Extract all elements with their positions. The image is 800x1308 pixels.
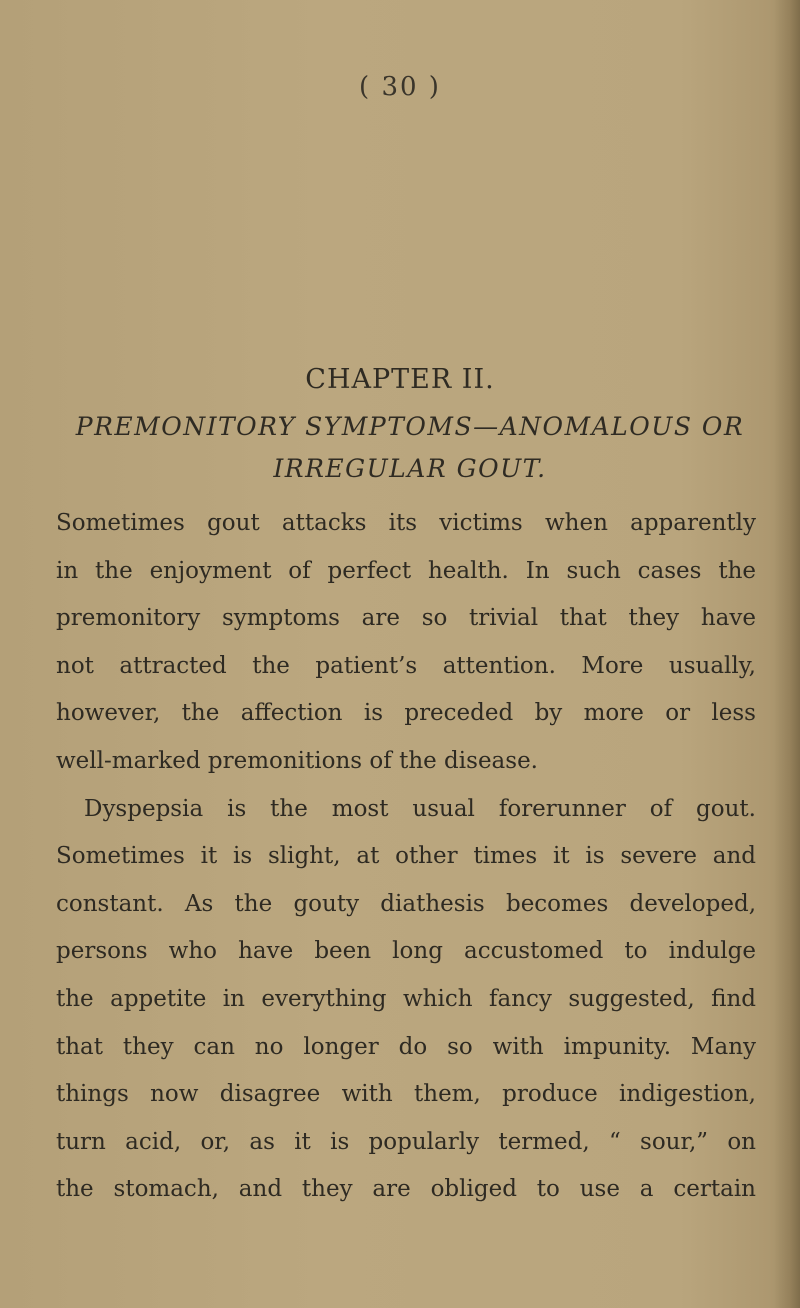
text-line: turn acid, or, as it is popularly termed, “ sour,” on: [56, 1128, 756, 1155]
text-line: in the enjoyment of perfect health. In such cases the: [56, 557, 756, 584]
text-line: Sometimes gout attacks its victims when apparently: [56, 510, 756, 536]
body-text: [56, 500, 756, 1214]
text-line: premonitory symptoms are so trivial that they have: [56, 605, 756, 632]
text-line: the stomach, and they are obliged to use a certain: [56, 1176, 756, 1203]
chapter-title: CHAPTER II.: [305, 364, 495, 395]
text-line: well-marked premonitions of the disease.: [56, 747, 538, 774]
text-line: that they can no longer do so with impunity. Many: [56, 1033, 756, 1060]
text-line: things now disagree with them, produce indigestion,: [56, 1081, 756, 1108]
text-line: persons who have been long accustomed to indulge: [56, 938, 756, 965]
text-line: the appetite in everything which fancy suggested, find: [56, 985, 756, 1012]
text-line: Dyspepsia is the most usual forerunner of gout.: [84, 795, 756, 822]
subtitle-line: IRREGULAR GOUT.: [273, 454, 547, 483]
text-line: Sometimes it is slight, at other times it is severe and: [56, 843, 756, 870]
page-number: ( 30 ): [359, 72, 441, 102]
chapter-subtitle: [60, 406, 760, 490]
page-edge-shadow: [774, 0, 800, 1308]
paragraph: [56, 500, 756, 786]
text-line: not attracted the patient’s attention. More usually,: [56, 652, 756, 679]
text-line: however, the affection is preceded by more or less: [56, 700, 756, 727]
text-line: constant. As the gouty diathesis becomes developed,: [56, 890, 756, 917]
paragraph: [56, 786, 756, 1214]
subtitle-line: PREMONITORY SYMPTOMS—ANOMALOUS OR: [75, 412, 745, 441]
